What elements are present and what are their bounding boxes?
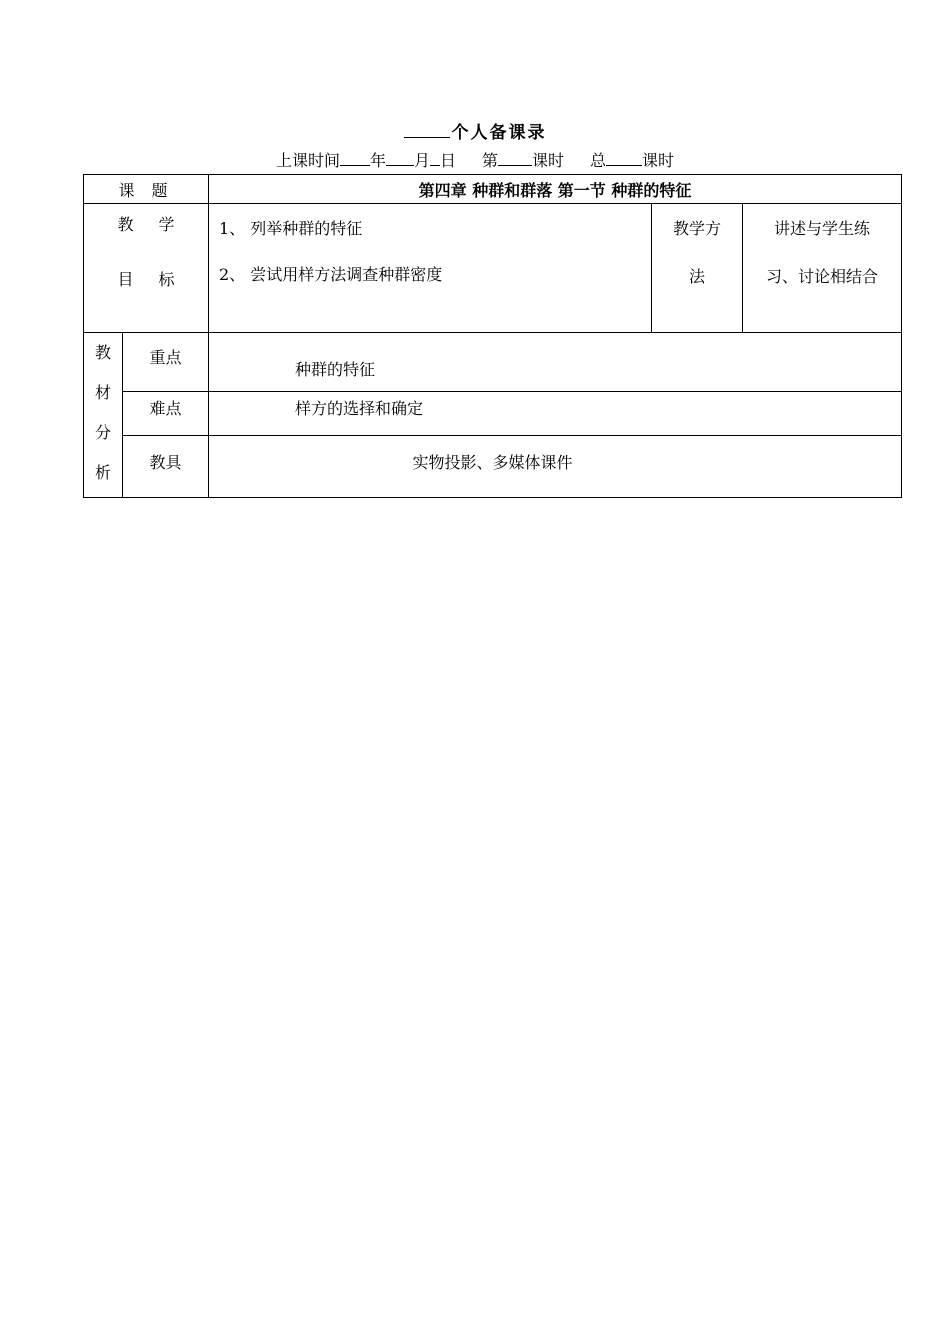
method-value-line1: 讲述与学生练 (774, 219, 871, 238)
topic-value: 第四章 种群和群落 第一节 种群的特征 (209, 175, 902, 204)
goals-row (84, 204, 902, 333)
tools-row (84, 436, 902, 498)
month-blank[interactable] (386, 151, 414, 166)
analysis-char: 材 (94, 383, 111, 402)
method-label-line1: 教学方 (672, 219, 721, 238)
method-value (743, 204, 902, 333)
goals-label (84, 204, 209, 333)
analysis-char: 分 (94, 423, 111, 442)
lesson-plan-table (83, 174, 902, 498)
method-label (652, 204, 743, 333)
lesson-suffix: 课时 (532, 151, 565, 170)
goals-label-line2: 目 标 (117, 270, 185, 289)
tools-label-text: 教具 (149, 453, 182, 472)
difficulty-label (123, 392, 209, 436)
tools-label (123, 436, 209, 498)
goals-list (209, 204, 652, 333)
method-label-line2: 法 (688, 267, 705, 286)
goal-item: 1、 列举种群的特征 (219, 219, 363, 238)
lesson-number-blank[interactable] (498, 151, 532, 166)
day-blank[interactable] (430, 151, 440, 166)
lesson-prefix: 第 (482, 151, 499, 170)
total-number-blank[interactable] (606, 151, 642, 166)
difficulty-label-text: 难点 (149, 399, 182, 418)
month-label: 月 (413, 151, 430, 170)
class-time-line (0, 148, 950, 171)
day-label: 日 (439, 151, 456, 170)
analysis-label (84, 333, 123, 498)
goal-item: 2、 尝试用样方法调查种群密度 (219, 265, 443, 284)
tools-value (209, 436, 902, 498)
goals-label-line1: 教 学 (117, 215, 185, 234)
topic-row (84, 175, 902, 204)
analysis-char: 教 (94, 343, 111, 362)
key-point-value (209, 333, 902, 392)
year-blank[interactable] (340, 151, 370, 166)
title-blank (404, 123, 450, 138)
difficulty-value (209, 392, 902, 436)
key-point-value-text: 种群的特征 (295, 360, 376, 379)
key-point-label-text: 重点 (149, 348, 182, 367)
difficulty-row (84, 392, 902, 436)
analysis-char: 析 (94, 463, 111, 482)
year-label: 年 (369, 151, 386, 170)
class-time-label: 上课时间 (275, 151, 340, 170)
key-point-label (123, 333, 209, 392)
title-text: 个人备课录 (451, 123, 547, 143)
method-value-line2: 习、讨论相结合 (766, 267, 879, 286)
difficulty-value-text: 样方的选择和确定 (295, 399, 424, 418)
total-suffix: 课时 (642, 151, 675, 170)
page-title (0, 118, 950, 143)
topic-label: 课 题 (84, 175, 209, 204)
tools-value-text: 实物投影、多媒体课件 (412, 453, 573, 472)
total-prefix: 总 (590, 151, 607, 170)
key-point-row (84, 333, 902, 392)
